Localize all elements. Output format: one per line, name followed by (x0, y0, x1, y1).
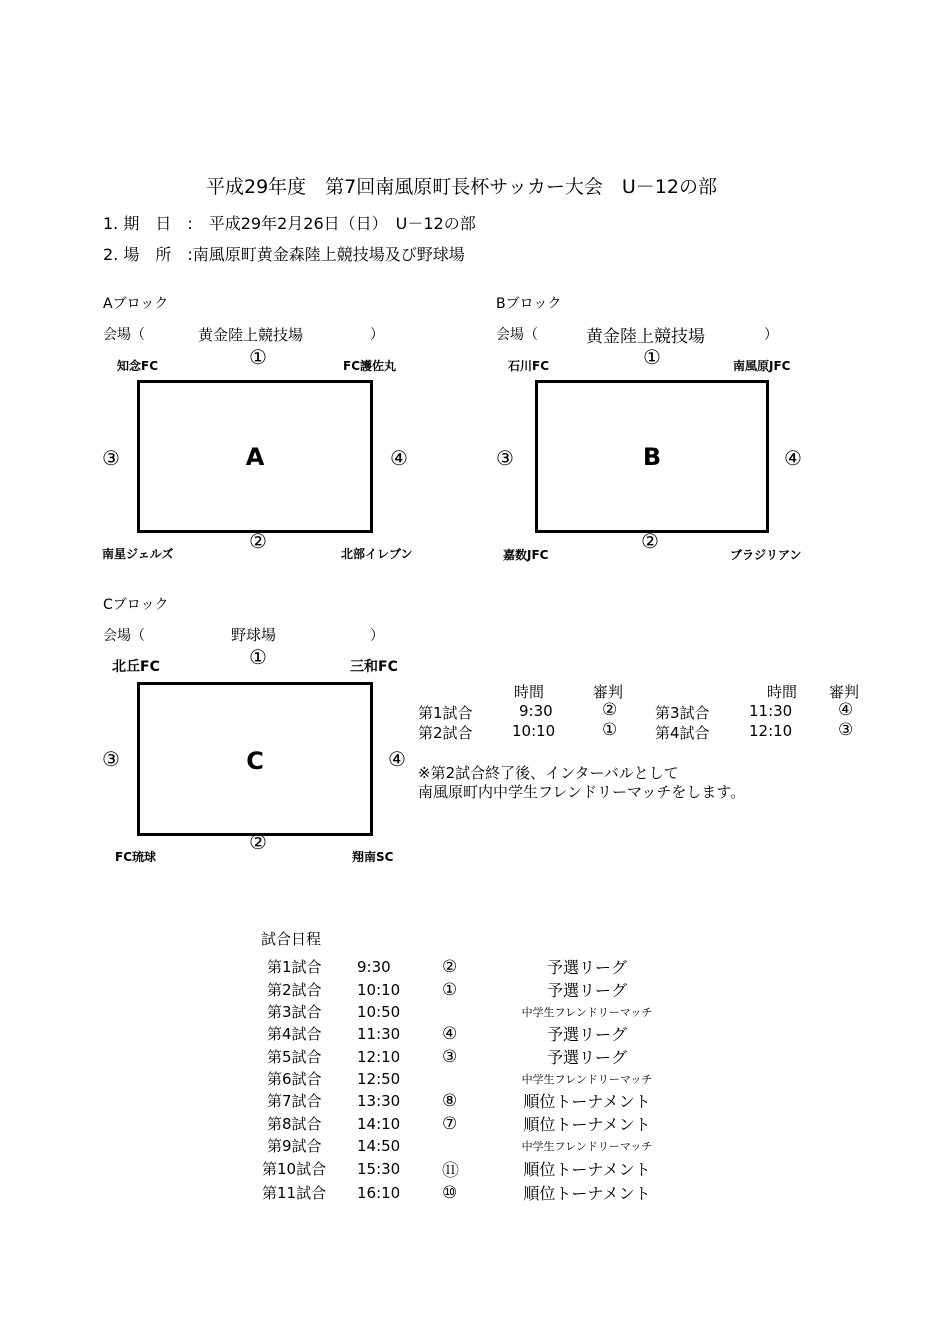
ref-time-2: 11:30 (749, 702, 793, 720)
ref-time-2: 12:10 (749, 722, 793, 740)
schedule-mark: ⑩ (442, 1182, 458, 1203)
schedule-row (262, 1112, 672, 1135)
ref-mark: ② (602, 700, 618, 720)
block-c-label: Cブロック (103, 597, 169, 613)
block-a-mark-right: ④ (390, 446, 408, 470)
field-c (137, 682, 373, 836)
block-a-venue-suffix: ） (370, 327, 384, 343)
schedule-game: 第4試合 (267, 1025, 322, 1043)
schedule-row (262, 1089, 672, 1112)
schedule-desc: 予選リーグ (546, 1025, 627, 1044)
block-b-team-top-right: 南風原JFC (733, 359, 791, 373)
schedule-desc: 予選リーグ (546, 1048, 627, 1067)
schedule-desc: 中学生フレンドリーマッチ (521, 1005, 653, 1019)
schedule-desc: 中学生フレンドリーマッチ (521, 1139, 653, 1153)
schedule-row (262, 1156, 672, 1181)
block-c-team-bottom-right: 翔南SC (352, 850, 394, 864)
schedule-game: 第9試合 (267, 1137, 322, 1155)
block-a-mark-top: ① (249, 345, 267, 369)
block-b-mark-bottom: ② (641, 529, 659, 553)
block-a-venue-prefix: 会場（ (103, 327, 145, 343)
interval-note-line1: ※第2試合終了後、インターバルとして (418, 764, 679, 782)
block-b-team-bottom-left: 嘉数JFC (503, 548, 549, 562)
block-b-team-bottom-right: ブラジリアン (730, 548, 802, 562)
schedule-row (262, 1068, 672, 1089)
field-c-letter: C (246, 747, 264, 775)
schedule-desc: 順位トーナメント (523, 1160, 651, 1179)
block-a-venue-name: 黄金陸上競技場 (198, 326, 304, 344)
schedule-mark: ⑦ (442, 1113, 458, 1134)
schedule-time: 13:30 (357, 1091, 401, 1110)
schedule-time: 9:30 (357, 957, 391, 976)
schedule-mark (442, 1068, 502, 1089)
date-line: 1. 期 日 : 平成29年2月26日（日） U－12の部 (103, 214, 476, 233)
ref-header-ref-2: 審判 (829, 683, 860, 701)
block-a-team-top-left: 知念FC (117, 359, 159, 373)
schedule-time: 10:50 (357, 1002, 401, 1021)
block-b-label: Bブロック (496, 296, 562, 312)
ref-mark-2: ④ (838, 700, 854, 720)
block-b-venue-suffix: ） (764, 327, 778, 343)
place-line: 2. 場 所 :南風原町黄金森陸上競技場及び野球場 (103, 245, 465, 264)
schedule-time: 10:10 (357, 980, 401, 999)
schedule-row (262, 978, 672, 1001)
schedule-desc: 予選リーグ (546, 981, 627, 1000)
block-b-mark-top: ① (643, 345, 661, 369)
block-c-venue-prefix: 会場（ (103, 628, 145, 644)
schedule-game: 第7試合 (267, 1092, 322, 1110)
schedule-row (262, 955, 672, 978)
schedule-game: 第6試合 (267, 1070, 322, 1088)
block-c-team-top-right: 三和FC (350, 659, 398, 675)
schedule-time: 11:30 (357, 1024, 401, 1043)
interval-note-line2: 南風原町内中学生フレンドリーマッチをします。 (418, 783, 746, 801)
schedule-mark (442, 1135, 502, 1156)
schedule-game: 第3試合 (267, 1003, 322, 1021)
schedule-desc: 順位トーナメント (523, 1092, 651, 1111)
block-c-mark-left: ③ (102, 747, 120, 771)
schedule-game: 第8試合 (267, 1115, 322, 1133)
block-b-mark-right: ④ (784, 446, 802, 470)
schedule-time: 14:50 (357, 1136, 401, 1155)
block-b-venue-prefix: 会場（ (496, 327, 538, 343)
ref-game-2: 第3試合 (655, 704, 710, 722)
field-a (137, 380, 373, 533)
schedule-mark: ③ (442, 1046, 458, 1067)
block-a-team-top-right: FC護佐丸 (343, 359, 397, 373)
schedule-game: 第2試合 (267, 981, 322, 999)
schedule-mark (442, 1001, 502, 1022)
ref-time: 10:10 (512, 722, 556, 740)
block-c-team-top-left: 北丘FC (112, 659, 160, 675)
block-c-venue-suffix: ） (370, 628, 384, 644)
block-b-mark-left: ③ (496, 446, 514, 470)
document-title: 平成29年度 第7回南風原町長杯サッカー大会 U－12の部 (206, 176, 717, 198)
ref-game-2: 第4試合 (655, 724, 710, 742)
field-a-letter: A (245, 443, 265, 471)
schedule-mark: ① (442, 979, 458, 1000)
schedule-time: 15:30 (357, 1159, 401, 1178)
schedule-time: 12:50 (357, 1069, 401, 1088)
ref-header-time-2: 時間 (767, 683, 798, 701)
block-c-mark-right: ④ (388, 747, 406, 771)
block-a-mark-left: ③ (102, 446, 120, 470)
schedule-table (262, 955, 672, 1204)
schedule-desc: 中学生フレンドリーマッチ (521, 1072, 653, 1086)
schedule-time: 16:10 (357, 1183, 401, 1202)
schedule-row (262, 1001, 672, 1022)
schedule-mark: ⑧ (442, 1090, 458, 1111)
ref-mark-2: ③ (838, 720, 854, 740)
ref-game: 第2試合 (418, 724, 473, 742)
ref-time: 9:30 (519, 702, 553, 720)
block-c-venue-name: 野球場 (231, 626, 277, 644)
ref-header-ref-1: 審判 (593, 683, 624, 701)
block-c-team-bottom-left: FC琉球 (115, 850, 157, 864)
schedule-game: 第5試合 (267, 1048, 322, 1066)
block-c-mark-top: ① (249, 645, 267, 669)
block-a-label: Aブロック (103, 296, 169, 312)
schedule-mark: ④ (442, 1023, 458, 1044)
block-c-mark-bottom: ② (249, 830, 267, 854)
block-b-team-top-left: 石川FC (508, 359, 550, 373)
schedule-game: 第11試合 (262, 1184, 327, 1202)
block-a-mark-bottom: ② (249, 529, 267, 553)
schedule-time: 12:10 (357, 1047, 401, 1066)
schedule-mark: ⑪ (442, 1161, 459, 1181)
ref-mark: ① (602, 720, 618, 740)
schedule-mark: ② (442, 956, 458, 977)
schedule-row (262, 1181, 672, 1204)
schedule-time: 14:10 (357, 1114, 401, 1133)
field-b (535, 380, 769, 533)
field-b-letter: B (642, 443, 662, 471)
ref-header-time-1: 時間 (514, 683, 545, 701)
schedule-row (262, 1045, 672, 1068)
schedule-desc: 順位トーナメント (523, 1184, 651, 1203)
ref-game: 第1試合 (418, 704, 473, 722)
schedule-game: 第10試合 (262, 1160, 327, 1178)
schedule-title: 試合日程 (261, 930, 322, 948)
schedule-game: 第1試合 (267, 958, 322, 976)
schedule-row (262, 1135, 672, 1156)
schedule-desc: 順位トーナメント (523, 1115, 651, 1134)
schedule-row (262, 1022, 672, 1045)
block-a-team-bottom-right: 北部イレブン (341, 547, 413, 561)
schedule-desc: 予選リーグ (546, 958, 627, 977)
block-b-venue-name: 黄金陸上競技場 (586, 327, 705, 347)
block-a-team-bottom-left: 南星ジェルズ (102, 547, 174, 561)
